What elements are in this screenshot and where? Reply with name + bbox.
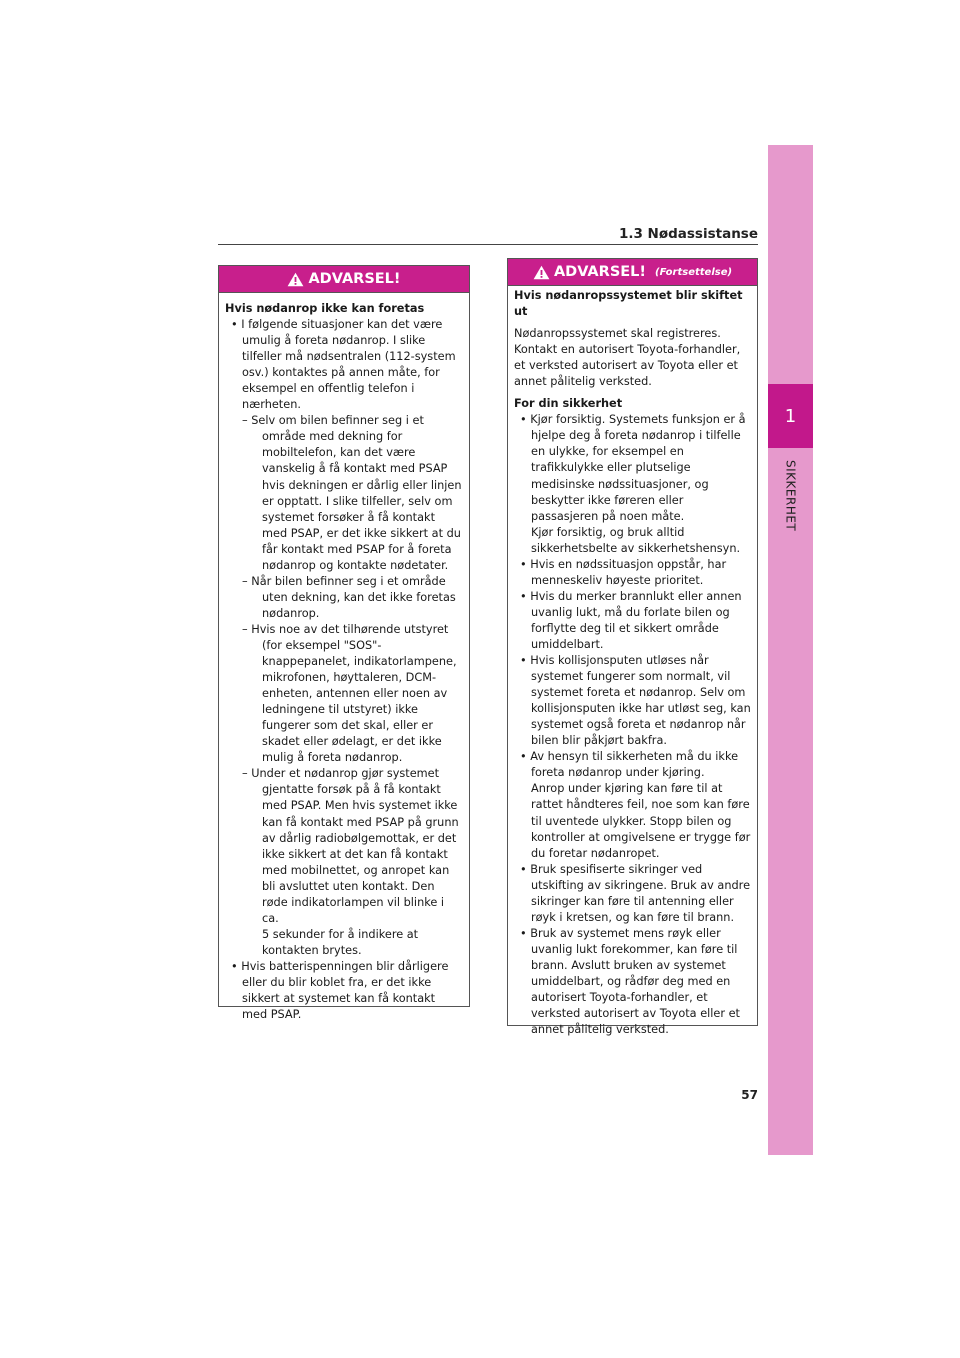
warning-triangle-icon <box>533 265 550 280</box>
section-title: 1.3 Nødassistanse <box>618 226 758 242</box>
dash-item: – Under et nødanrop gjør systemet gjentatte forsøk på å få kontakt med PSAP. Men hvis systemet ikke kan få kontakt med PSAP på grunn av dårlig radiobølgemottak, er det ikke sikkert at det kan få kontakt med mobilnettet, og anropet kan bli avsluttet uten kontakt. Den røde indikatorlampen vil blinke i ca. <box>242 767 459 925</box>
chapter-side-tab <box>768 145 813 1155</box>
bullet-item-continuation: Kjør forsiktig, og bruk alltid sikkerhetsbelte av sikkerhetshensyn. <box>531 525 741 555</box>
bullet-item: • Hvis kollisjonsputen utløses når systemet fungerer som normalt, vil systemet foreta et nødanrop. Selv om kollisjonsputen ikke har utløst seg, kan systemet også foreta et nødanrop når bilen blir påkjørt bakfra. <box>520 654 751 748</box>
warning-continued-label: (Fortsettelse) <box>655 266 733 278</box>
bullet-item-continuation: Anrop under kjøring kan føre til at rattet håndteres feil, noe som kan føre til uventede ulykker. Stopp bilen og kontroller at omgivelsene er trygge før du foretar nødanropet. <box>531 782 751 860</box>
bullet-item: • I følgende situasjoner kan det være umulig å foreta nødanrop. I slike tilfeller må nødsentralen (112-system osv.) kontaktes på annen måte, for eksempel en offentlig telefon i nærheten. <box>231 318 456 412</box>
dash-item: – Hvis noe av det tilhørende utstyret (for eksempel "SOS"-knappepanelet, indikatorlampene, mikrofonen, høyttaleren, DCM-enheten, antennen eller noen av ledningene til utstyret) ikke fungerer som det skal, eller er skadet eller ødelagt, er det ikke mulig å foreta nødanrop. <box>242 622 457 765</box>
bullet-item: • Hvis du merker brannlukt eller annen uvanlig lukt, må du forlate bilen og forflytte deg til et sikkert område umiddelbart. <box>520 589 742 651</box>
paragraph: Nødanropssystemet skal registreres. Kontakt en autorisert Toyota-forhandler, et verksted autorisert av Toyota eller et annet pålitelig verksted. <box>514 327 741 389</box>
header-divider <box>218 244 758 245</box>
dash-item: – Når bilen befinner seg i et område uten dekning, kan det ikke foretas nødanrop. <box>242 574 456 620</box>
bullet-item: • Bruk av systemet mens røyk eller uvanlig lukt forekommer, kan føre til brann. Avslutt bruken av systemet umiddelbart, og rådfør deg med en autorisert Toyota-forhandler, et verksted autorisert av Toyota eller et annet pålitelig verksted. <box>520 926 740 1037</box>
bullet-item: • Av hensyn til sikkerheten må du ikke foreta nødanrop under kjøring. <box>520 750 739 780</box>
warning-title: ADVARSEL! <box>553 264 647 280</box>
warning-triangle-icon <box>287 272 304 287</box>
warning-heading: Hvis nødanropssystemet blir skiftet ut <box>514 289 743 319</box>
chapter-title-text: SIKKERHET <box>783 460 798 532</box>
dash-item: – Selv om bilen befinner seg i et område med dekning for mobiltelefon, kan det være vanskelig å få kontakt med PSAP hvis dekningen er dårlig eller linjen er opptatt. I slike tilfeller, selv om systemet forsøker å få kontakt med PSAP, er det ikke sikkert at du får kontakt med PSAP for å foreta nødanrop og kontakte nødetater. <box>242 414 462 572</box>
bullet-item: • Hvis en nødssituasjon oppstår, har menneskeliv høyeste prioritet. <box>520 557 727 587</box>
bullet-item: • Kjør forsiktig. Systemets funksjon er å hjelpe deg å foreta nødanrop i tilfelle en ulykke, for eksempel en trafikkulykke eller plutselige medisinske nødssituasjoner, og beskytter ikke føreren eller passasjeren på noen måte. <box>520 413 746 523</box>
warning-box-left <box>218 265 470 1022</box>
warning-content <box>219 293 469 1029</box>
chapter-number: 1 <box>768 384 813 448</box>
warning-content <box>508 286 757 1044</box>
warning-header <box>219 266 469 293</box>
warning-header <box>508 259 757 286</box>
bullet-item: • Bruk spesifiserte sikringer ved utskifting av sikringene. Bruk av andre sikringer kan føre til antenning eller røyk i kretsen, og kan føre til brann. <box>520 862 751 924</box>
warning-box-right <box>507 258 758 1037</box>
warning-heading: Hvis nødanrop ikke kan foretas <box>225 302 425 315</box>
dash-item-continuation: 5 sekunder for å indikere at kontakten brytes. <box>262 927 419 957</box>
page-number: 57 <box>741 1088 758 1102</box>
warning-heading: For din sikkerhet <box>514 397 623 411</box>
chapter-title <box>768 460 813 550</box>
bullet-item: • Hvis batterispenningen blir dårligere eller du blir koblet fra, er det ikke sikkert at systemet kan få kontakt med PSAP. <box>231 959 449 1022</box>
warning-title: ADVARSEL! <box>308 271 401 287</box>
